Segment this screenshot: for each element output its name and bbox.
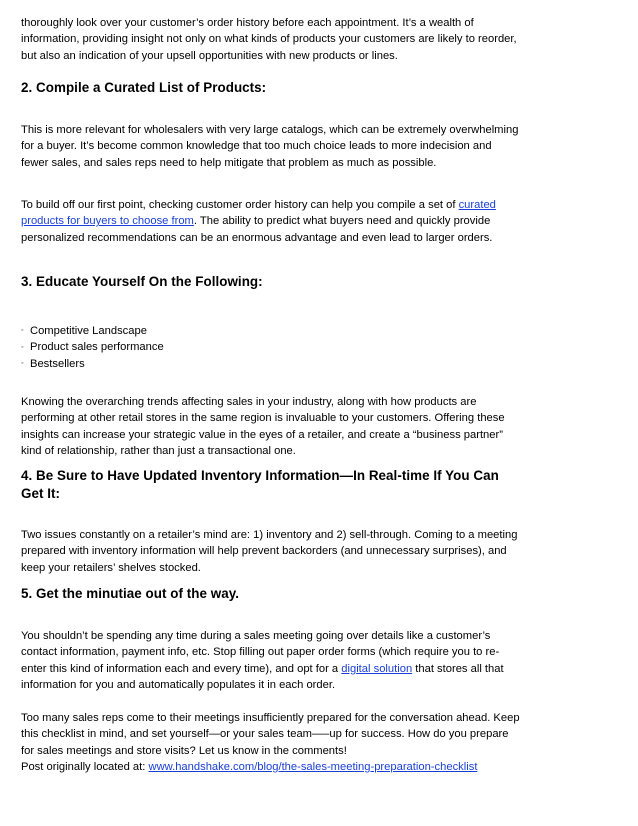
curated-products-link[interactable]: curated products for buyers to choose from <box>21 199 496 228</box>
source-line: Post originally located at: www.handshake.com/blog/the-sales-meeting-preparation-checklist <box>21 761 478 773</box>
section-2-paragraph-2: To build off our first point, checking customer order history can help you compile a set of curated products for buyers to choose from. The ability to predict what buyers need and quickly provide personalized recommendations can be an enormous advantage and even lead to larger orders. <box>21 199 496 244</box>
section-4-paragraph: Two issues constantly on a retailer’s mind are: 1) inventory and 2) sell-through. Coming to a meeting prepared with inventory information will help prevent backorders (and unnecessary surprises), and keep your retailers’ shelves stocked. <box>21 529 518 574</box>
source-link[interactable]: www.handshake.com/blog/the-sales-meeting-preparation-checklist <box>148 761 478 773</box>
digital-solution-link[interactable]: digital solution <box>341 662 413 675</box>
section-5-heading: 5. Get the minutiae out of the way. <box>21 586 240 601</box>
section-5-paragraph-2: Too many sales reps come to their meetings insufficiently prepared for the conversation ahead. Keep this checklist in mind, and set yourself—or your sales team—–up for success. How do you prepare for sales meetings and store visits? Let us know in the comments! <box>21 712 520 757</box>
section-2-heading: 2. Compile a Curated List of Products: <box>21 80 267 95</box>
list-item: ◦ Bestsellers <box>21 356 521 372</box>
section-5-paragraph-1: You shouldn’t be spending any time during a sales meeting going over details like a customer’s contact information, payment info, etc. Stop filling out paper order forms (which require you to re-enter this kind of information each and every time), and opt for a digital solution that stores all that information for you and automatically populates it in each order. <box>21 630 504 692</box>
educate-list <box>21 323 521 372</box>
bullet-icon: ◦ <box>21 360 24 368</box>
intro-paragraph: thoroughly look over your customer’s order history before each appointment. It’s a wealth of information, providing insight not only on what kinds of products your customers are likely to reorder, but also an indication of your upsell opportunities with new products or lines. <box>21 17 517 62</box>
section-4-heading: 4. Be Sure to Have Updated Inventory Information—In Real-time If You Can Get It: <box>21 468 499 501</box>
list-item: ◦ Product sales performance <box>21 339 521 355</box>
list-item: ◦ Competitive Landscape <box>21 323 521 339</box>
bullet-icon: ◦ <box>21 343 24 351</box>
section-3-paragraph: Knowing the overarching trends affecting sales in your industry, along with how products are performing at other retail stores in the same region is invaluable to your customers. Offering these insights can increase your strategic value in the eyes of a retailer, and create a “business partner” kind of relationship, rather than just a transactional one. <box>21 396 505 458</box>
bullet-icon: ◦ <box>21 327 24 335</box>
section-2-paragraph-1: This is more relevant for wholesalers with very large catalogs, which can be extremely overwhelming for a buyer. It’s become common knowledge that too much choice leads to more indecision and fewer sales, and sales reps need to help mitigate that problem as much as possible. <box>21 124 519 169</box>
section-3-heading: 3. Educate Yourself On the Following: <box>21 274 263 289</box>
